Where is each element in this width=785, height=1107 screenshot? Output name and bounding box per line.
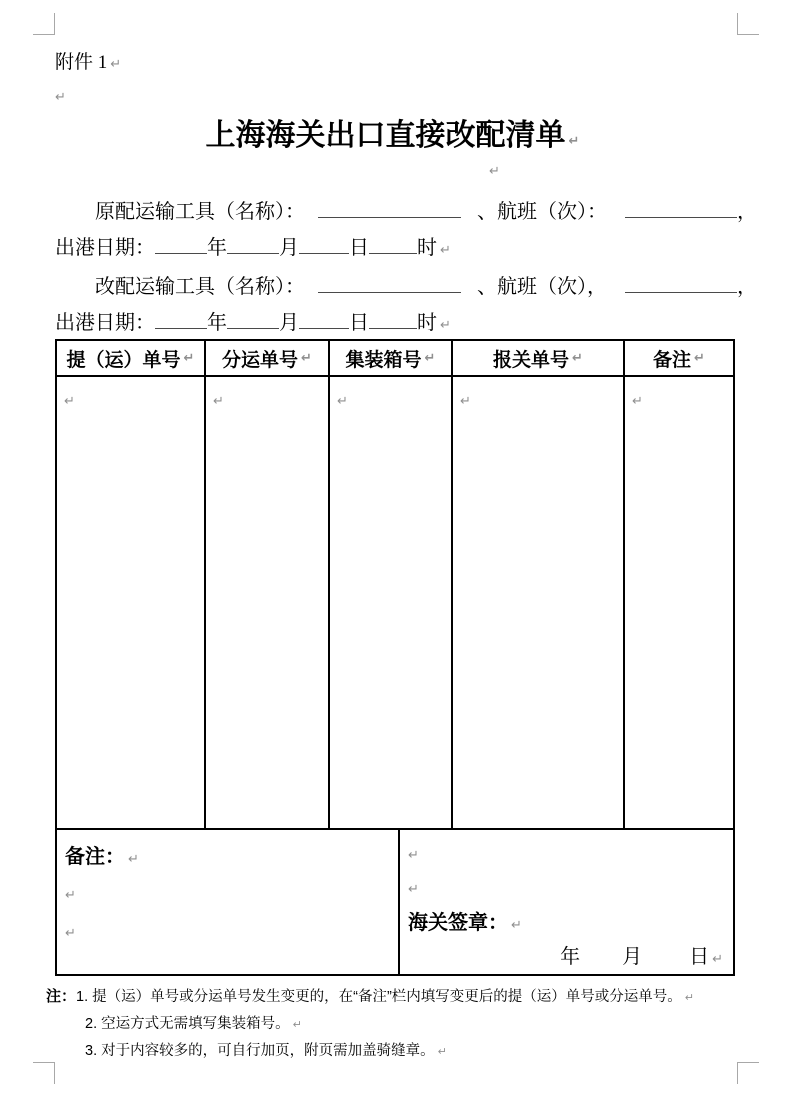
- departure-hour-blank[interactable]: [369, 233, 417, 254]
- seal-date-year: 年: [560, 946, 581, 968]
- new-line-comma: ，: [737, 276, 757, 298]
- unit-day: 日: [349, 237, 369, 259]
- paragraph-mark-icon: ↵: [632, 394, 643, 409]
- paragraph-mark-icon: ↵: [301, 350, 312, 366]
- text-boundary-corner-bottom-right: [737, 1062, 759, 1084]
- paragraph-mark-icon: ↵: [65, 888, 76, 903]
- declaration-number-cell[interactable]: [453, 377, 625, 830]
- departure-date-label: 出港日期：: [55, 312, 155, 334]
- bill-number-cell[interactable]: [57, 377, 206, 830]
- header-remarks: [625, 341, 733, 377]
- text-boundary-corner-top-right: [737, 13, 759, 35]
- original-transport-prefix: 原配运输工具（名称）：: [95, 201, 305, 223]
- new-flight-label: 、航班（次），: [477, 276, 607, 298]
- manifest-table: [55, 339, 735, 976]
- footnote-1-text: 1. 提（运）单号或分运单号发生变更的，在“备注”栏内填写变更后的提（运）单号或分运单号。: [76, 989, 682, 1005]
- original-transport-line: [95, 197, 757, 224]
- footnote-3: [85, 1038, 756, 1065]
- document-title: [0, 110, 785, 154]
- remarks-cell[interactable]: [625, 377, 733, 830]
- paragraph-mark-icon: ↵: [684, 991, 695, 1004]
- departure-month-blank[interactable]: [227, 233, 279, 254]
- paragraph-mark-icon: ↵: [424, 350, 436, 366]
- paragraph-mark-icon: ↵: [572, 350, 583, 366]
- header-container-number-text: 集装箱号: [345, 349, 422, 371]
- header-declaration-number: [453, 341, 625, 377]
- paragraph-mark-icon: ↵: [437, 1045, 447, 1058]
- customs-seal-cell[interactable]: [400, 830, 733, 974]
- unit-month: 月: [279, 312, 299, 334]
- seal-date-month: 月: [622, 946, 643, 968]
- footnote-3-text: 3. 对于内容较多的，可自行加页，附页需加盖骑缝章。: [85, 1043, 435, 1059]
- new-transport-prefix: 改配运输工具（名称）：: [95, 276, 305, 298]
- unit-day: 日: [349, 312, 369, 334]
- attachment-label: [55, 47, 121, 74]
- unit-hour: 时: [417, 312, 437, 334]
- document-title-text: 上海海关出口直接改配清单: [205, 119, 566, 152]
- footnote-1: [46, 984, 756, 1011]
- new-departure-line: [55, 308, 451, 338]
- seal-date-line: [408, 940, 725, 974]
- paragraph-mark-icon: ↵: [440, 243, 451, 258]
- new-transport-name-blank[interactable]: [318, 272, 461, 293]
- paragraph-mark-icon: ↵: [110, 57, 122, 72]
- footnote-2: [85, 1011, 756, 1038]
- original-transport-name-blank[interactable]: [318, 197, 461, 218]
- paragraph-mark-icon: ↵: [712, 952, 723, 967]
- departure-year-blank[interactable]: [155, 308, 207, 329]
- text-boundary-corner-top-left: [33, 13, 55, 35]
- original-line-comma: ，: [737, 201, 757, 223]
- header-container-number: [330, 341, 453, 377]
- paragraph-mark-icon: ↵: [489, 164, 500, 179]
- paragraph-mark-icon: ↵: [460, 394, 471, 409]
- paragraph-mark-icon: ↵: [568, 134, 580, 149]
- unit-year: 年: [207, 237, 227, 259]
- table-header-row: [57, 341, 733, 377]
- paragraph-mark-icon: ↵: [213, 394, 224, 409]
- container-number-cell[interactable]: [330, 377, 453, 830]
- new-flight-blank[interactable]: [625, 272, 737, 293]
- remarks-footer-label: 备注：: [65, 846, 125, 868]
- seal-date-day: 日: [689, 946, 710, 968]
- original-flight-label: 、航班（次）：: [477, 201, 607, 223]
- unit-hour: 时: [417, 237, 437, 259]
- departure-hour-blank[interactable]: [369, 308, 417, 329]
- departure-date-label: 出港日期：: [55, 237, 155, 259]
- original-departure-line: [55, 233, 451, 263]
- header-remarks-text: 备注: [653, 349, 692, 371]
- header-declaration-number-text: 报关单号: [493, 349, 570, 371]
- departure-month-blank[interactable]: [227, 308, 279, 329]
- text-boundary-corner-bottom-left: [33, 1062, 55, 1084]
- remarks-footer-cell[interactable]: [57, 830, 400, 974]
- header-house-bill-number-text: 分运单号: [222, 349, 299, 371]
- table-footer-row: [57, 830, 733, 974]
- paragraph-mark-icon: ↵: [292, 1018, 302, 1031]
- unit-year: 年: [207, 312, 227, 334]
- customs-seal-label: 海关签章：: [408, 912, 508, 934]
- original-flight-blank[interactable]: [625, 197, 737, 218]
- departure-day-blank[interactable]: [299, 308, 349, 329]
- paragraph-mark-icon: ↵: [511, 918, 522, 933]
- paragraph-mark-icon: ↵: [128, 852, 139, 867]
- header-house-bill-number: [206, 341, 330, 377]
- departure-year-blank[interactable]: [155, 233, 207, 254]
- footnote-2-text: 2. 空运方式无需填写集装箱号。: [85, 1016, 290, 1032]
- table-body-row: [57, 377, 733, 830]
- header-bill-number: [57, 341, 206, 377]
- paragraph-mark-icon: ↵: [55, 90, 66, 105]
- paragraph-mark-icon: ↵: [440, 318, 451, 333]
- paragraph-mark-icon: ↵: [408, 882, 419, 897]
- unit-month: 月: [279, 237, 299, 259]
- paragraph-mark-icon: ↵: [65, 926, 76, 941]
- paragraph-mark-icon: ↵: [64, 394, 75, 409]
- departure-day-blank[interactable]: [299, 233, 349, 254]
- paragraph-mark-icon: ↵: [694, 350, 705, 366]
- footnote-label: 注：: [46, 989, 77, 1005]
- paragraph-mark-icon: ↵: [408, 848, 419, 863]
- paragraph-mark-icon: ↵: [337, 394, 348, 409]
- paragraph-mark-icon: ↵: [183, 350, 195, 366]
- house-bill-number-cell[interactable]: [206, 377, 330, 830]
- new-transport-line: [95, 272, 757, 299]
- attachment-label-text: 附件 1: [55, 52, 108, 73]
- footnotes: [46, 984, 756, 1065]
- header-bill-number-text: 提（运）单号: [66, 349, 181, 371]
